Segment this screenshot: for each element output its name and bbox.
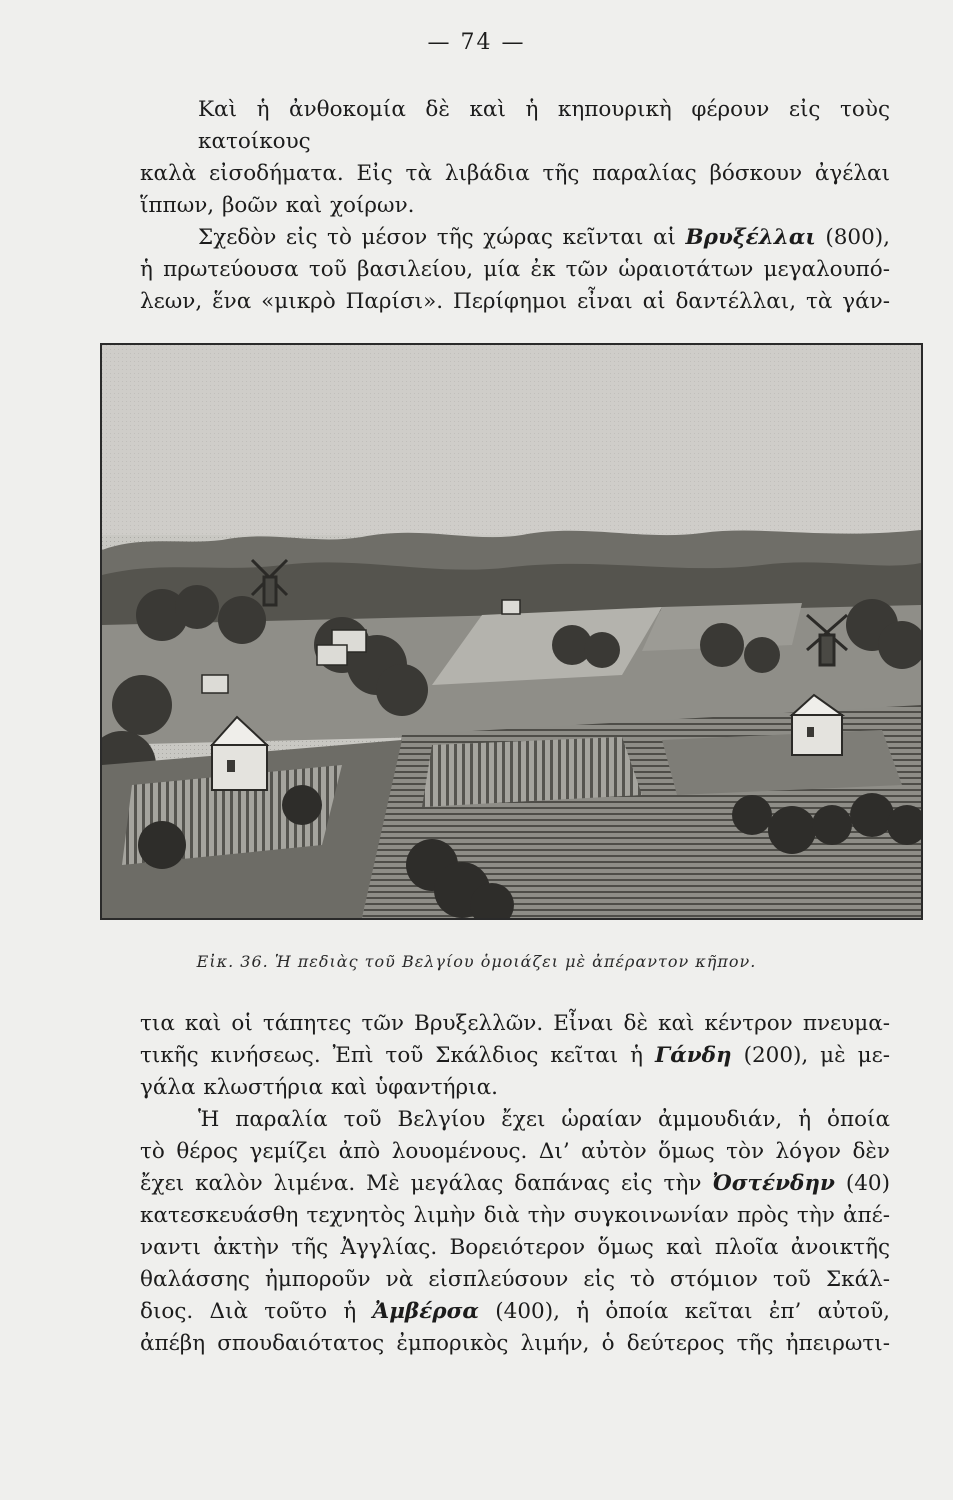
text-line: τια καὶ οἱ τάπητες τῶν Βρυξελλῶν. Εἶναι δὲ καὶ κέντρον πνευμα- xyxy=(140,1011,890,1036)
paragraph-brussels-coast xyxy=(140,1008,890,1360)
text-line: τὸ θέρος γεμίζει ἀπὸ λουομένους. Δι’ αὐτὸν ὅμως τὸν λόγον δὲν xyxy=(140,1139,890,1164)
text-run: (200), μὲ με- xyxy=(731,1043,890,1068)
text-line: ἡ πρωτεύουσα τοῦ βασιλείου, μία ἐκ τῶν ὡραιοτάτων μεγαλουπό- xyxy=(140,257,890,282)
paragraph-agriculture xyxy=(140,94,890,318)
text-line-brussels xyxy=(140,222,890,254)
text-line: λεων, ἕνα «μικρὸ Παρίσι». Περίφημοι εἶναι αἱ δαντέλλαι, τὰ γάν- xyxy=(140,289,890,314)
text-run: Σχεδὸν εἰς τὸ μέσον τῆς χώρας κεῖνται αἱ xyxy=(198,225,686,250)
text-run: (40) xyxy=(834,1171,890,1196)
text-line: κατεσκευάσθη τεχνητὸς λιμὴν διὰ τὴν συγκοινωνίαν πρὸς τὴν ἀπέ- xyxy=(140,1203,890,1228)
landscape-illustration xyxy=(100,343,923,920)
text-run: διος. Διὰ τοῦτο ἡ xyxy=(140,1299,373,1324)
text-line-ghent xyxy=(140,1040,890,1072)
ghent-name: Γάνδη xyxy=(654,1043,732,1068)
ostend-name: Ὀστένδην xyxy=(712,1171,835,1196)
text-line: θαλάσσης ἠμποροῦν νὰ εἰσπλεύσουν εἰς τὸ στόμιον τοῦ Σκάλ- xyxy=(140,1267,890,1292)
belgian-plain-engraving xyxy=(102,345,921,918)
page-number: — 74 — xyxy=(427,30,526,55)
text-run: (400), ἡ ὁποία κεῖται ἐπ’ αὐτοῦ, xyxy=(478,1299,890,1324)
text-line: Ἡ παραλία τοῦ Βελγίου ἔχει ὡραίαν ἀμμουδιάν, ἡ ὁποία xyxy=(198,1107,890,1132)
text-run: (800), xyxy=(815,225,891,250)
text-line-ostend xyxy=(140,1168,890,1200)
text-run: ἔχει καλὸν λιμένα. Μὲ μεγάλας δαπάνας εἰς τὴν xyxy=(140,1171,713,1196)
text-line: ἵππων, βοῶν καὶ χοίρων. xyxy=(140,193,415,218)
text-line: καλὰ εἰσοδήματα. Εἰς τὰ λιβάδια τῆς παραλίας βόσκουν ἀγέλαι xyxy=(140,161,890,186)
text-line: ναντι ἀκτὴν τῆς Ἀγγλίας. Βορειότερον ὅμως καὶ πλοῖα ἀνοικτῆς xyxy=(140,1235,890,1260)
text-line: ἀπέβη σπουδαιότατος ἐμπορικὸς λιμήν, ὁ δεύτερος τῆς ἠπειρωτι- xyxy=(140,1331,890,1356)
antwerp-name: Ἀμβέρσα xyxy=(372,1299,479,1324)
brussels-name: Βρυξέλλαι xyxy=(685,225,816,250)
text-line: Καὶ ἡ ἀνθοκομία δὲ καὶ ἡ κηπουρικὴ φέρουν εἰς τοὺς κατοίκους xyxy=(198,97,890,154)
figure-caption: Εἰκ. 36. Ἡ πεδιὰς τοῦ Βελγίου ὁμοιάζει μὲ ἀπέραντον κῆπον. xyxy=(196,952,757,971)
text-line: γάλα κλωστήρια καὶ ὑφαντήρια. xyxy=(140,1075,498,1100)
text-run: τικῆς κινήσεως. Ἐπὶ τοῦ Σκάλδιος κεῖται ἡ xyxy=(140,1043,655,1068)
text-line-antwerp xyxy=(140,1296,890,1328)
